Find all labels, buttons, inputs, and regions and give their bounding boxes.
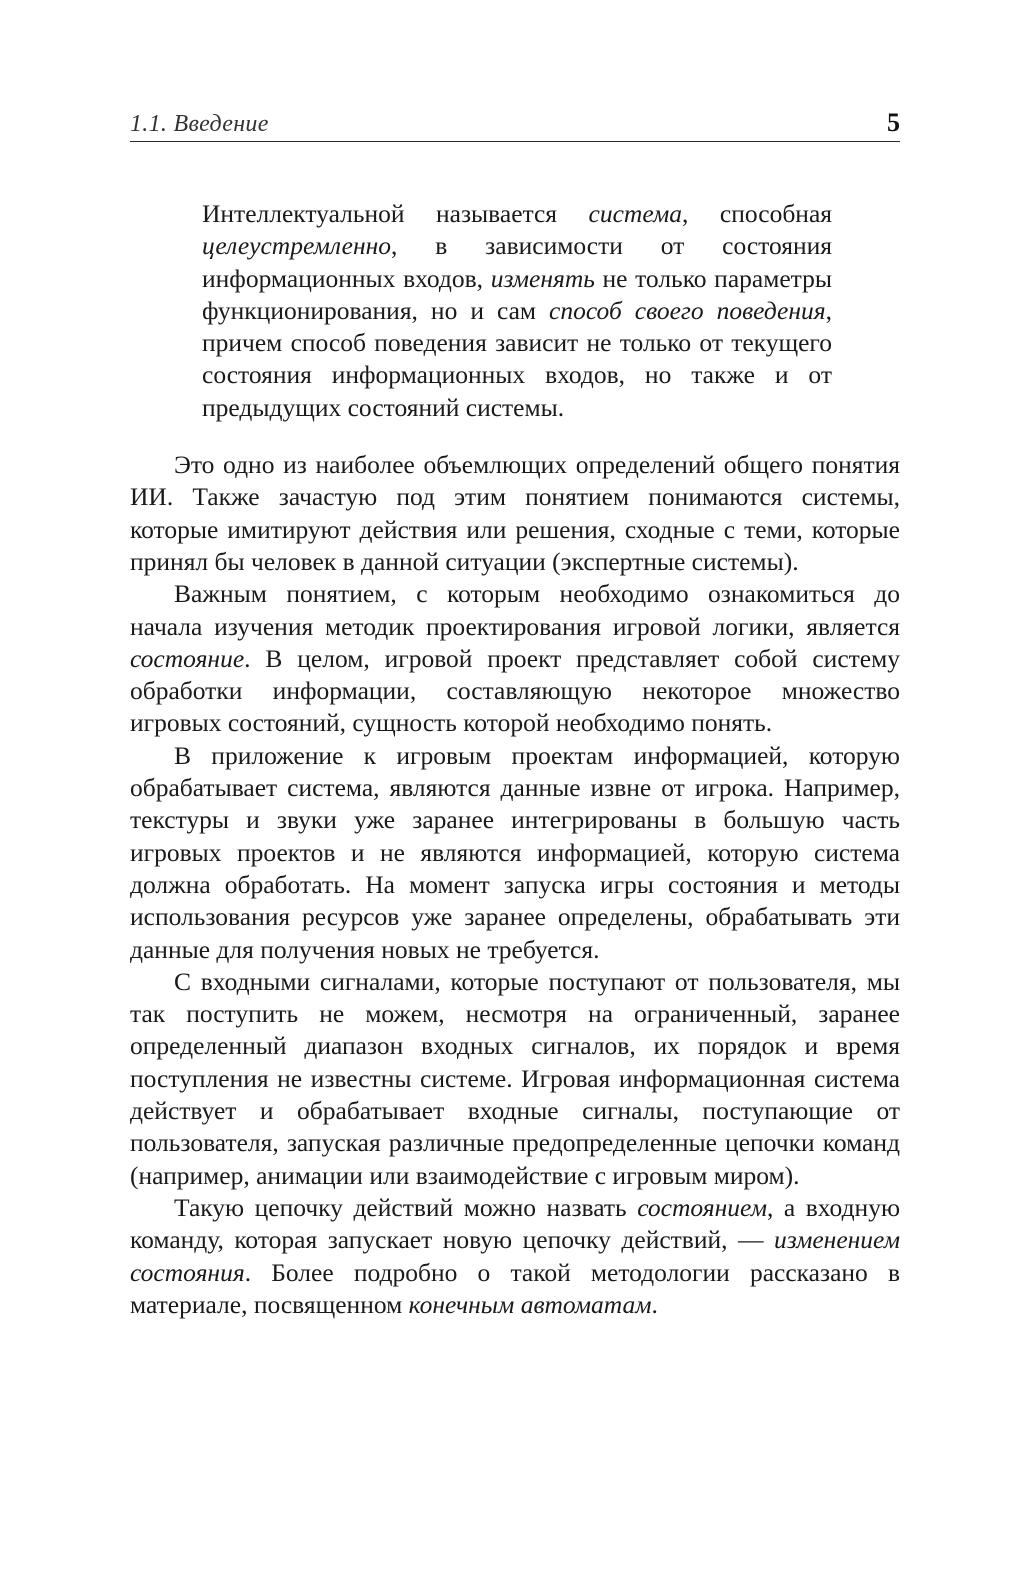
definition-block — [202, 198, 832, 424]
definition-emphasis: целеустремленно — [202, 231, 392, 261]
paragraph-5 — [130, 1192, 900, 1321]
page-number: 5 — [887, 108, 900, 137]
definition-emphasis: система — [588, 199, 683, 228]
paragraph-text: . Более подробно о такой методологии рассказано в материале, посвященном — [130, 1257, 900, 1319]
paragraph-text: Такую цепочку действий можно назвать — [174, 1192, 638, 1222]
paragraph-text: Важным понятием, с которым необходимо ознакомиться до начала изучения методик проектирования игровой логики, является — [130, 579, 900, 641]
definition-text: не только параметры функционирования, но и сам — [202, 263, 832, 325]
paragraph-emphasis: состояние — [130, 643, 245, 673]
paragraph-text: , а входную команду, которая запускает новую цепочку действий, — — [130, 1192, 900, 1255]
running-header — [130, 104, 900, 142]
paragraph-text: . — [651, 1289, 658, 1319]
definition-text: , причем способ поведения зависит не только от текущего состояния информационных входов, но также и от предыдущих состояний системы. — [202, 295, 833, 422]
paragraph-4: С входными сигналами, которые поступают от пользователя, мы так поступить не можем, несмотря на ограниченный, заранее определенный диапазон входных сигналов, их порядок и время поступления не известны системе. Игровая информационная система действует и обрабатывает входные сигналы, поступающие от пользователя, запуская различные предопределенные цепочки команд (например, анимации или взаимодействие с игровым миром). — [130, 966, 900, 1190]
definition-text: , в зависимости от состояния информационных входов, — [202, 231, 832, 293]
paragraph-1: Это одно из наиболее объемлющих определений общего понятия ИИ. Также зачастую под этим понятием понимаются системы, которые имитируют действия или решения, сходные с теми, которые принял бы человек в данной ситуации (экспертные системы). — [130, 450, 900, 576]
paragraph-3: В приложение к игровым проектам информацией, которую обрабатывает система, являются данные извне от игрока. Например, текстуры и звуки уже заранее интегрированы в большую часть игровых проектов и не являются информацией, которую система должна обработать. На момент запуска игры состояния и методы использования ресурсов уже заранее определены, обрабатывать эти данные для получения новых не требуется. — [130, 740, 900, 964]
paragraph-emphasis: изменением состояния — [130, 1225, 900, 1287]
paragraph-2 — [130, 578, 900, 739]
definition-text: Интеллектуальной называется — [202, 199, 589, 228]
paragraph-text: . В целом, игровой проект представляет собой систему обработки информации, составляющую некоторое множество игровых состояний, сущность которой необходимо понять. — [130, 643, 900, 738]
section-title: 1.1. Введение — [130, 111, 269, 137]
body-text — [130, 449, 900, 1321]
definition-text: , способная — [682, 199, 832, 228]
paragraph-emphasis: конечным автоматам — [408, 1289, 652, 1319]
book-page — [130, 104, 900, 1321]
definition-emphasis: изменять — [490, 263, 595, 293]
paragraph-emphasis: состоянием — [637, 1192, 767, 1222]
definition-emphasis: способ своего поведения — [549, 295, 826, 325]
